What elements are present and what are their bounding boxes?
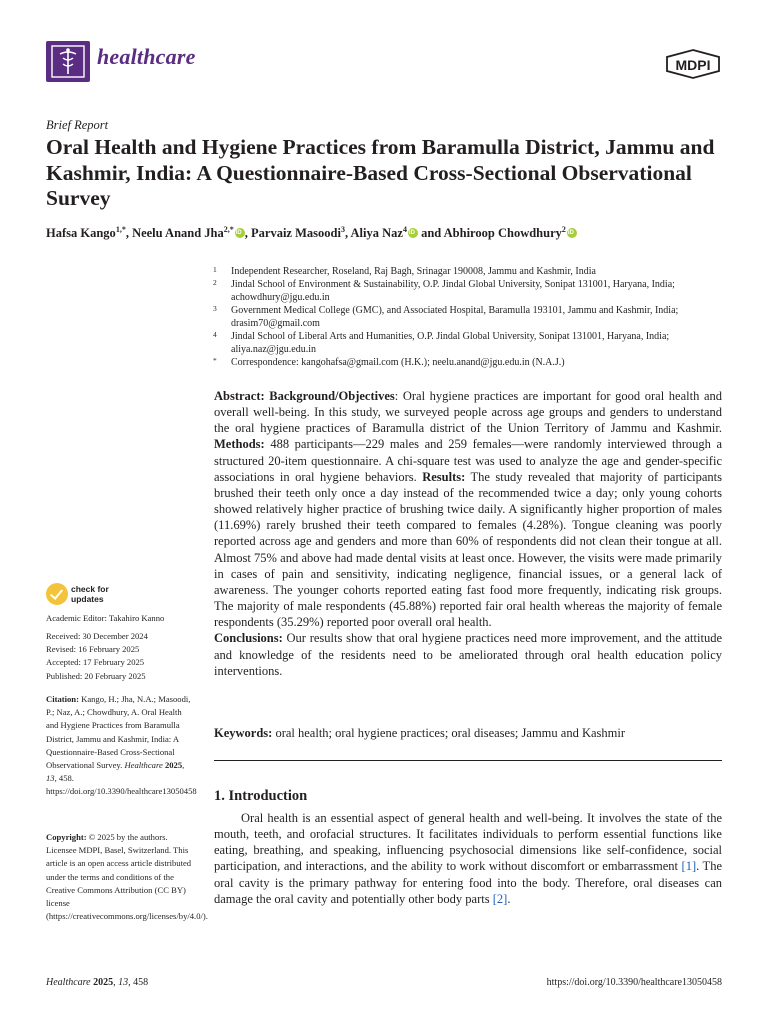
author-name[interactable]: Aliya Naz	[350, 226, 403, 240]
accepted-date: Accepted: 17 February 2025	[46, 657, 145, 668]
affiliation-text: Government Medical College (GMC), and Associated Hospital, Baramulla 193101, Jammu and Kashmir, India; drasim70@gmail.com	[231, 305, 679, 329]
author-name[interactable]: Parvaiz Masoodi	[251, 226, 341, 240]
affiliations	[213, 265, 723, 369]
abstract	[214, 388, 722, 679]
orcid-icon[interactable]	[235, 228, 245, 238]
footer-doi-link[interactable]: https://doi.org/10.3390/healthcare13050458	[546, 977, 722, 988]
correspondence-marker: *	[213, 356, 217, 365]
author-separator: and	[417, 226, 444, 240]
footer-year: 2025	[93, 977, 114, 988]
caduceus-icon	[46, 41, 90, 82]
intro-text: .	[507, 891, 511, 906]
author-affil-sup: 1,*	[115, 225, 126, 234]
section-divider	[214, 760, 722, 761]
abstract-methods-text: 488 participants—229 males and 259 females—were randomly interviewed through a structured 20-item questionnaire. A chi-square test was used to analyze the age and gender-specific associations in oral hygiene behaviors.	[214, 437, 723, 484]
citation-text: Kango, H.; Jha, N.A.; Masoodi, P.; Naz, A.; Chowdhury, A. Oral Health and Hygiene Practices from Baramulla District, Jammu and Kashmir, India: A Questionnaire-Based Cross-Sectional Observational Survey.	[46, 694, 191, 771]
citation-link[interactable]: [2]	[492, 891, 508, 906]
affiliation-text: Jindal School of Liberal Arts and Humanities, O.P. Jindal Global University, Sonipat 131001, Haryana, India; aliya.naz@jgu.edu.in	[231, 331, 670, 355]
citation-journal: Healthcare	[124, 760, 163, 771]
copyright-block	[46, 831, 208, 923]
affiliation-item	[213, 304, 723, 330]
journal-logo	[46, 41, 90, 82]
author-name[interactable]: Abhiroop Chowdhury	[443, 226, 562, 240]
revised-date: Revised: 16 February 2025	[46, 644, 140, 655]
academic-editor: Academic Editor: Takahiro Kanno	[46, 613, 165, 623]
check-for-updates-label	[71, 584, 109, 604]
keywords-text: oral health; oral hygiene practices; oral diseases; Jammu and Kashmir	[275, 726, 625, 740]
author-affil-sup: 2	[561, 225, 566, 234]
journal-name[interactable]: healthcare	[97, 44, 196, 69]
citation-block: Citation: Kango, H.; Jha, N.A.; Masoodi, P.; Naz, A.; Chowdhury, A. Oral Health and Hygiene Practices from Baramulla District, Jammu and Kashmir, India: A Questionnaire-Based Cross-Sectional Observational Survey. Healthcare 2025, 13, 458. https://doi.org/10.3390/healthcare13050458	[46, 694, 197, 797]
author-affil-sup: 3	[340, 225, 345, 234]
received-date: Received: 30 December 2024	[46, 631, 148, 641]
citation-link[interactable]: [1]	[681, 859, 697, 874]
author-name[interactable]: Neelu Anand Jha	[132, 226, 224, 240]
citation-label: Citation:	[46, 694, 79, 704]
abstract-conclusions-text: Our results show that oral hygiene practices need more improvement, and the attitude and knowledge of the residents need to be ameliorated through oral health education policy interventions.	[214, 631, 722, 678]
affiliation-number: 2	[213, 278, 217, 287]
copyright-text: © 2025 by the authors. Licensee MDPI, Basel, Switzerland. This article is an open access article distributed under the terms and conditions of the Creative Commons Attribution (CC BY) license (https://creativecommons.org/licenses/by/4.0/).	[46, 832, 208, 922]
abstract-results-label: Results:	[422, 469, 466, 484]
check-icon	[46, 583, 68, 605]
correspondence-item	[213, 356, 723, 369]
abstract-background-label: Background/Objectives	[269, 389, 395, 403]
article-title: Oral Health and Hygiene Practices from Baramulla District, Jammu and Kashmir, India: A Questionnaire-Based Cross-Sectional Observational Survey	[46, 135, 715, 210]
footer-page: , 458	[128, 977, 149, 988]
affiliation-number: 3	[213, 304, 217, 313]
author-separator: ,	[344, 226, 351, 240]
author-name[interactable]: Hafsa Kango	[46, 226, 116, 240]
check-for-updates-button[interactable]	[46, 583, 126, 607]
article-type: Brief Report	[46, 118, 109, 132]
publisher-logo[interactable]	[664, 49, 722, 79]
author-separator: ,	[125, 226, 133, 240]
keywords	[214, 725, 722, 741]
intro-text: . The oral cavity is the primary pathway for entering food into the body. Therefore, oral diseases can damage the oral cavity and potentially other body parts	[214, 859, 722, 906]
published-date: Published: 20 February 2025	[46, 670, 146, 681]
copyright-label: Copyright:	[46, 832, 87, 842]
affiliation-text: Independent Researcher, Roseland, Raj Bagh, Srinagar 190008, Jammu and Kashmir, India	[231, 266, 596, 277]
correspondence-text: Correspondence: kangohafsa@gmail.com (H.K.); neelu.anand@jgu.edu.in (N.A.J.)	[231, 357, 565, 368]
citation-year: 2025	[164, 760, 183, 771]
abstract-label: Abstract:	[214, 389, 265, 403]
abstract-methods-label: Methods:	[214, 437, 265, 452]
check-line1: check for	[71, 584, 109, 594]
affiliation-number: 1	[213, 265, 217, 274]
abstract-background-text: : Oral hygiene practices are important for good oral health and overall well-being. In this study, we surveyed people across age groups and genders to understand the oral hygiene practices of Baramulla district of the Union Territory of Jammu and Kashmir.	[214, 389, 722, 436]
affiliation-item	[213, 278, 723, 304]
affiliation-item	[213, 330, 723, 356]
footer-journal: Healthcare	[46, 977, 91, 988]
citation-volume: 13	[46, 773, 55, 784]
orcid-icon[interactable]	[567, 228, 577, 238]
abstract-results-text: The study revealed that majority of participants brushed their teeth only once a day instead of the recommended twice a day; only young cohorts showed relatively higher practice of brushing twice daily. A significantly higher proportion of males (11.69%) rarely brushed their teeth compared to females (4.28%). Tongue cleaning was poorly reported across age and genders and more than 60% of respondents did not clean their tongue at all. Almost 75% and above had made dental visits at least once. However, the visits were made primarily in cases of pain and sensitivity, indicating negligence, financial issues, or a general lack of awareness. The younger cohorts reported eating fast food more frequently, indicating risk groups. The majority of male respondents (45.88%) reported fair oral health whereas the majority of female respondents (35.29%) reported poor overall oral health.	[214, 469, 722, 630]
history-dates	[46, 630, 196, 683]
section-heading-introduction: 1. Introduction	[214, 788, 308, 804]
introduction-paragraph	[214, 810, 722, 907]
author-affil-sup: 2,*	[223, 225, 234, 234]
publisher-name: MDPI	[675, 57, 711, 73]
keywords-label: Keywords:	[214, 726, 273, 740]
citation-tail[interactable]: , 458. https://doi.org/10.3390/healthcare13050458	[46, 773, 197, 797]
footer-volume: 13	[118, 977, 129, 988]
orcid-icon[interactable]	[408, 228, 418, 238]
abstract-conclusions-label: Conclusions:	[214, 631, 283, 646]
intro-text: Oral health is an essential aspect of general health and well-being. It involves the state of the mouth, teeth, and orofacial structures. It facilitates individuals to perform essential functions like eating, breathing, and speaking, influencing psychosocial dimensions like self-confidence, social participation, and interactions, and the ability to work without discomfort or embarrassment	[214, 811, 722, 874]
affiliation-text: Jindal School of Environment & Sustainability, O.P. Jindal Global University, Sonipat 131001, Haryana, India; achowdhury@jgu.edu.in	[231, 279, 675, 303]
footer-citation: Healthcare 2025, 13, 458	[46, 977, 149, 988]
check-line2: updates	[71, 594, 104, 604]
author-list	[46, 225, 736, 241]
author-affil-sup: 4	[402, 225, 407, 234]
author-separator: ,	[244, 226, 252, 240]
affiliation-item	[213, 265, 723, 278]
affiliation-number: 4	[213, 330, 217, 339]
